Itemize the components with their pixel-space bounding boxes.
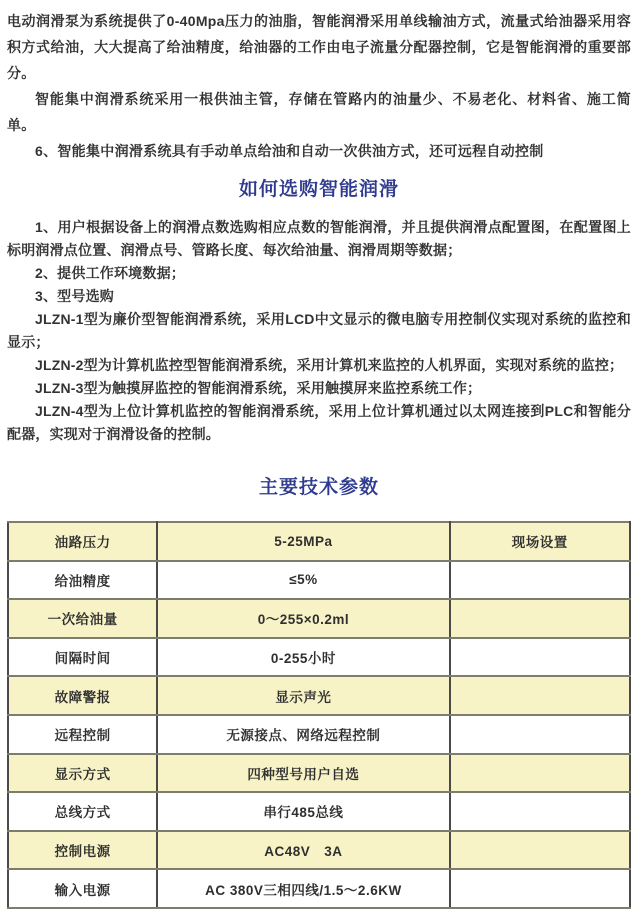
guide-paragraph: JLZN-4型为上位计算机监控的智能润滑系统，采用上位计算机通过以太网连接到PLC和智能分配器，实现对于润滑设备的控制。 bbox=[7, 403, 631, 442]
table-row bbox=[8, 522, 630, 561]
param-cell: 故障警报 bbox=[8, 676, 157, 715]
value-cell: 显示声光 bbox=[157, 676, 449, 715]
table-row bbox=[8, 869, 630, 908]
note-cell bbox=[450, 792, 630, 831]
intro-paragraph: 6、智能集中润滑系统具有手动单点给油和自动一次供油方式，还可远程自动控制 bbox=[35, 143, 544, 159]
note-cell bbox=[450, 638, 630, 677]
section-title-main-specs: 主要技术参数 bbox=[258, 477, 379, 498]
param-cell: 控制电源 bbox=[8, 831, 157, 870]
param-cell: 间隔时间 bbox=[8, 638, 157, 677]
note-cell: 现场设置 bbox=[450, 522, 630, 561]
param-cell: 给油精度 bbox=[8, 561, 157, 600]
value-cell: 0～255×0.2ml bbox=[157, 599, 449, 638]
value-cell: AC 380V三相四线/1.5～2.6KW bbox=[157, 869, 449, 908]
value-cell: 串行485总线 bbox=[157, 792, 449, 831]
guide-paragraph: JLZN-2型为计算机监控型智能润滑系统，采用计算机来监控的人机界面，实现对系统的监控； bbox=[35, 357, 624, 373]
guide-paragraph: JLZN-1型为廉价型智能润滑系统，采用LCD中文显示的微电脑专用控制仪实现对系统的监控和显示； bbox=[7, 311, 631, 350]
table-row bbox=[8, 599, 630, 638]
specs-table bbox=[7, 521, 631, 909]
table-row bbox=[8, 792, 630, 831]
value-cell: 四种型号用户自选 bbox=[157, 754, 449, 793]
param-cell: 显示方式 bbox=[8, 754, 157, 793]
note-cell bbox=[450, 676, 630, 715]
value-cell: 0-255小时 bbox=[157, 638, 449, 677]
note-cell bbox=[450, 715, 630, 754]
value-cell: 无源接点、网络远程控制 bbox=[157, 715, 449, 754]
intro-section bbox=[7, 8, 631, 164]
table-row bbox=[8, 638, 630, 677]
param-cell: 总线方式 bbox=[8, 792, 157, 831]
note-cell bbox=[450, 599, 630, 638]
table-row bbox=[8, 676, 630, 715]
section-title-how-to-choose: 如何选购智能润滑 bbox=[238, 179, 399, 200]
guide-paragraph: JLZN-3型为触摸屏监控的智能润滑系统，采用触摸屏来监控系统工作； bbox=[35, 380, 482, 396]
guide-paragraph: 2、提供工作环境数据； bbox=[35, 265, 185, 281]
param-cell: 输入电源 bbox=[8, 869, 157, 908]
note-cell bbox=[450, 831, 630, 870]
intro-paragraph: 电动润滑泵为系统提供了0-40Mpa压力的油脂，智能润滑采用单线输油方式，流量式给油器采用容积方式给油，大大提高了给油精度，给油器的工作由电子流量分配器控制，它是智能润滑的重要部分。 bbox=[7, 13, 631, 81]
value-cell: 5-25MPa bbox=[157, 522, 449, 561]
table-row bbox=[8, 715, 630, 754]
note-cell bbox=[450, 561, 630, 600]
param-cell: 一次给油量 bbox=[8, 599, 157, 638]
value-cell: ≤5% bbox=[157, 561, 449, 600]
value-cell: AC48V 3A bbox=[157, 831, 449, 870]
table-row bbox=[8, 561, 630, 600]
table-row bbox=[8, 754, 630, 793]
intro-paragraph: 智能集中润滑系统采用一根供油主管，存储在管路内的油量少、不易老化、材料省、施工简单。 bbox=[7, 91, 631, 133]
guide-paragraph: 3、型号选购 bbox=[35, 288, 114, 304]
param-cell: 油路压力 bbox=[8, 522, 157, 561]
note-cell bbox=[450, 869, 630, 908]
guide-paragraph: 1、用户根据设备上的润滑点数选购相应点数的智能润滑，并且提供润滑点配置图，在配置图上标明润滑点位置、润滑点号、管路长度、每次给油量、润滑周期等数据； bbox=[7, 219, 631, 258]
param-cell: 远程控制 bbox=[8, 715, 157, 754]
selection-guide-section bbox=[7, 216, 631, 446]
table-row bbox=[8, 831, 630, 870]
note-cell bbox=[450, 754, 630, 793]
